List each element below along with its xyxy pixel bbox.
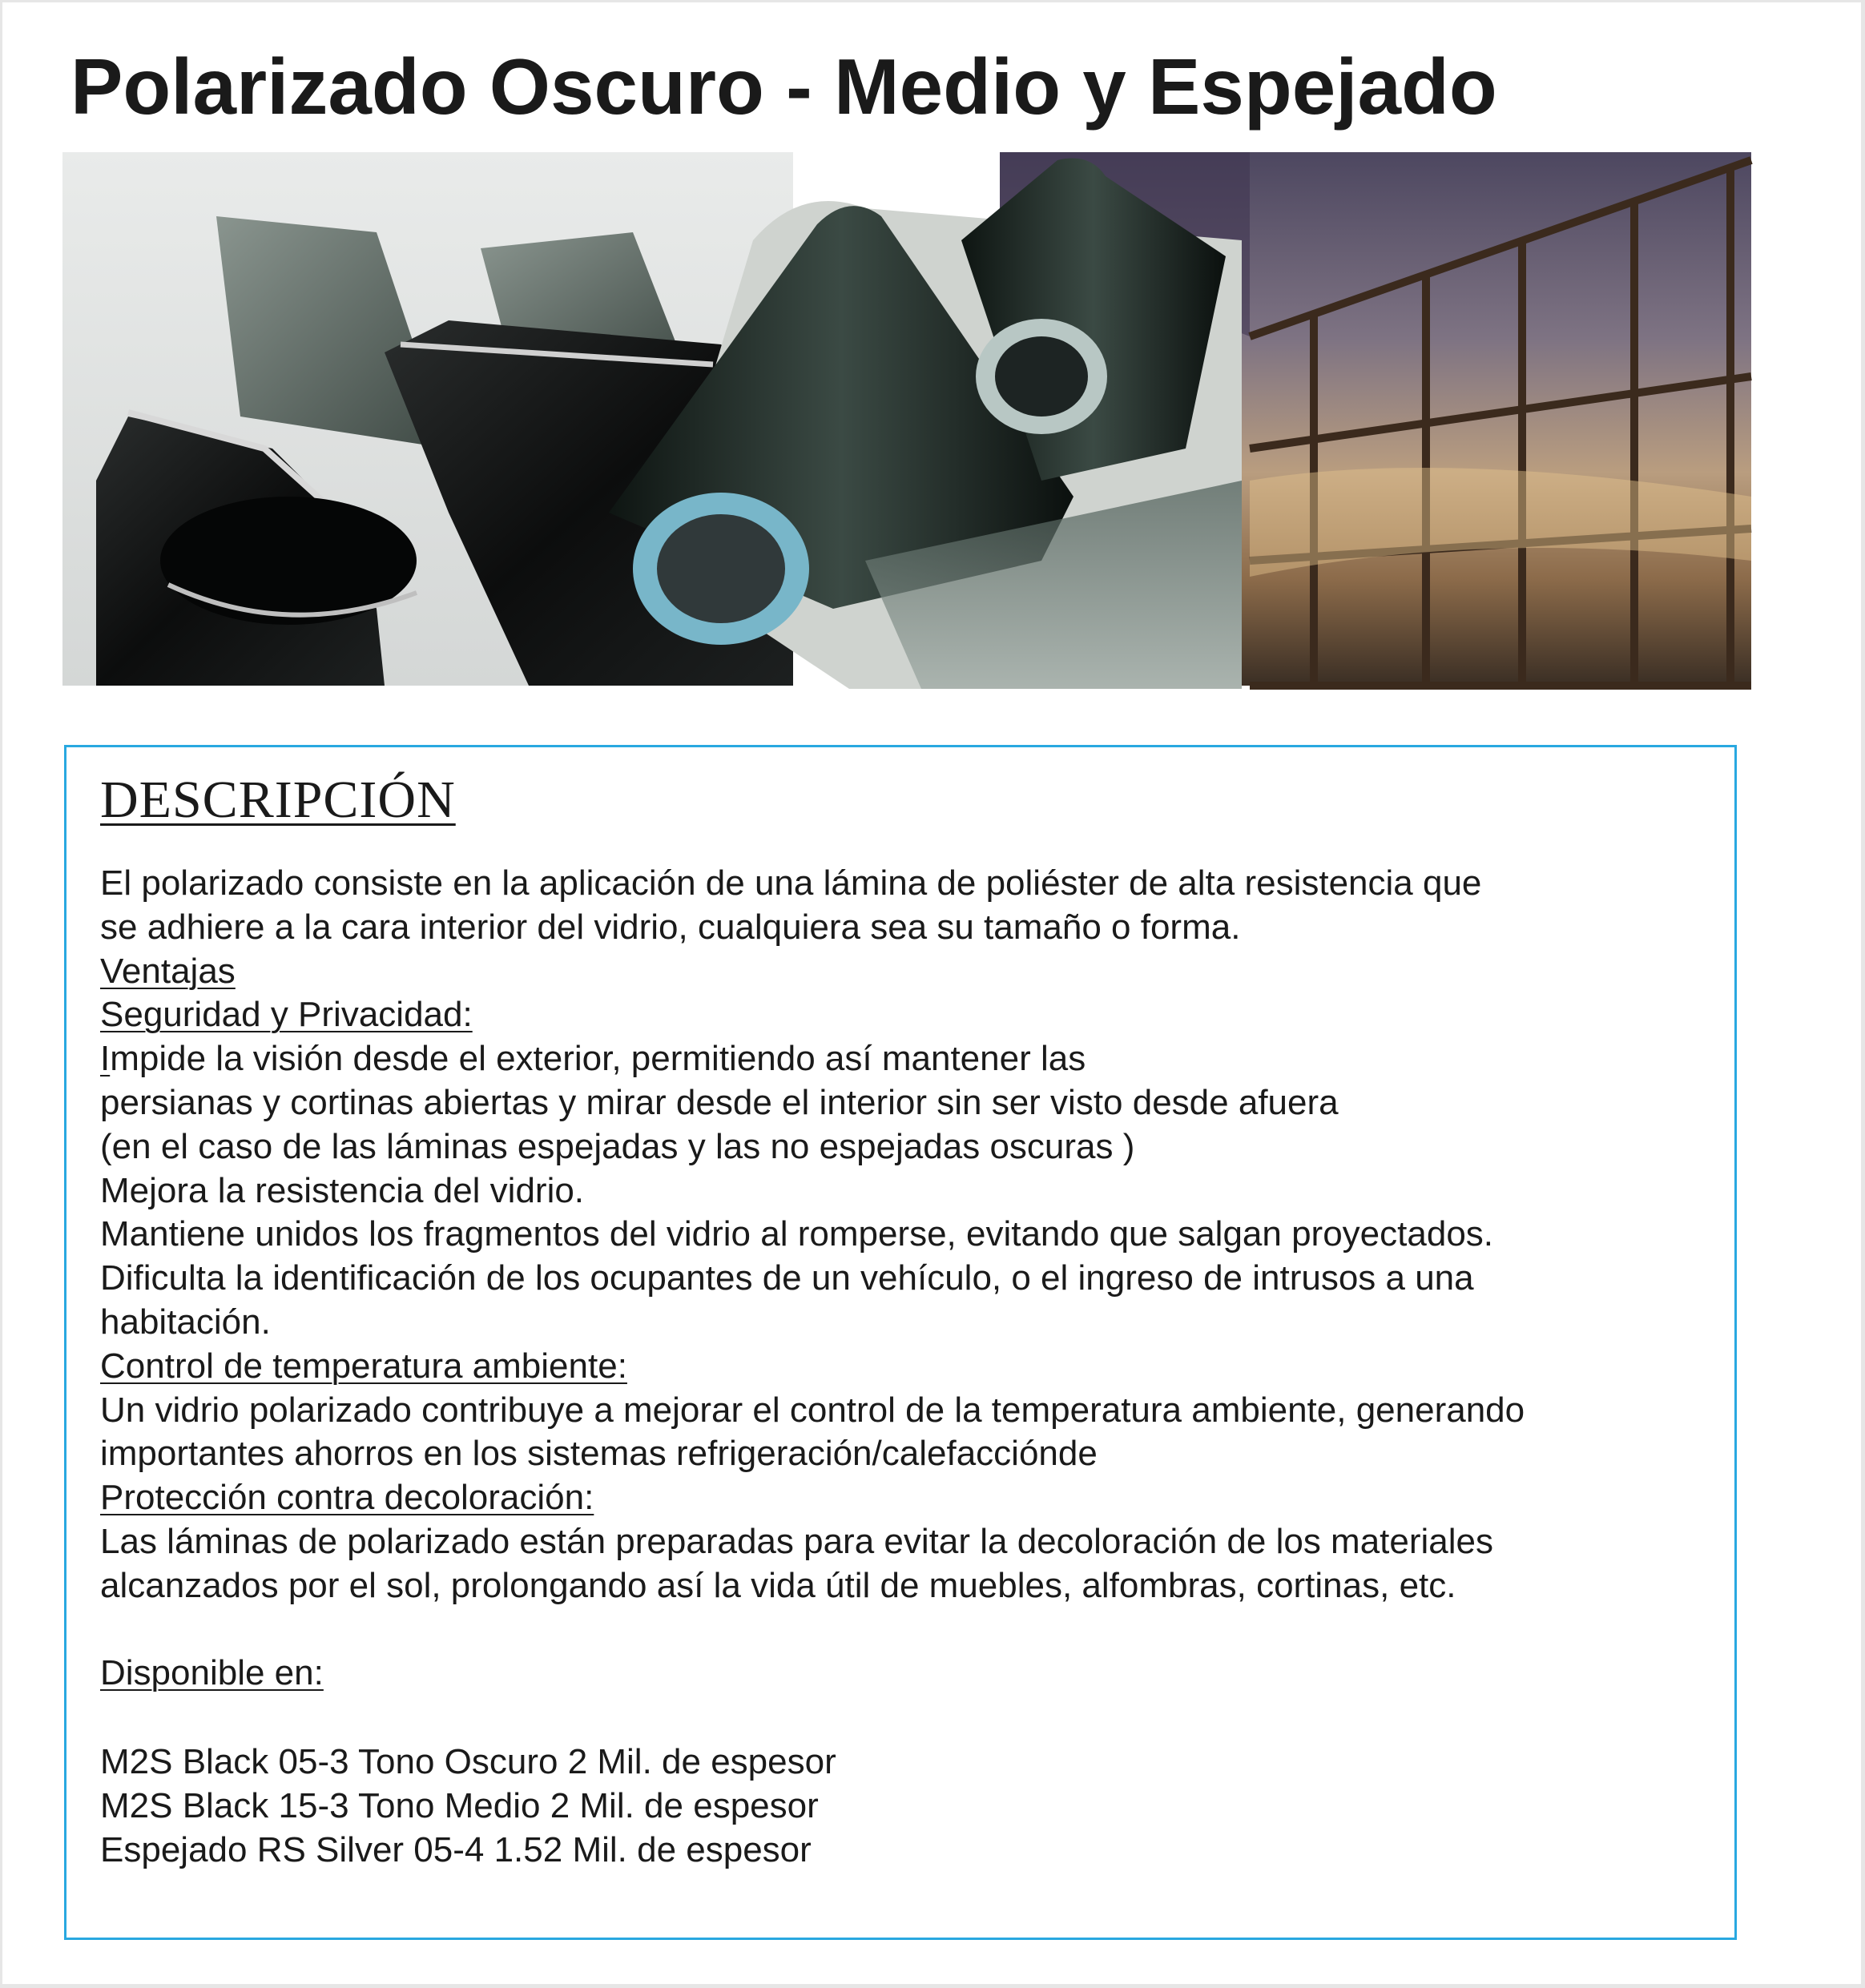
ventajas-label: Ventajas	[100, 951, 236, 991]
seguridad-line: Mejora la resistencia del vidrio.	[100, 1170, 585, 1210]
seguridad-first-rest: mpide la visión desde el exterior, permitiendo así mantener las	[110, 1039, 1086, 1079]
page-title: Polarizado Oscuro - Medio y Espejado	[70, 42, 1497, 131]
temperatura-line: Un vidrio polarizado contribuye a mejorar el control de la temperatura ambiente, generando	[100, 1390, 1525, 1430]
seguridad-line: Mantiene unidos los fragmentos del vidrio al romperse, evitando que salgan proyectados.	[100, 1214, 1494, 1254]
seguridad-line: habitación.	[100, 1302, 271, 1342]
description-body	[100, 862, 1702, 1873]
decoloracion-label: Protección contra decoloración:	[100, 1478, 594, 1518]
seguridad-line: persianas y cortinas abiertas y mirar desde el interior sin ser visto desde afuera	[100, 1082, 1339, 1122]
temperatura-label: Control de temperatura ambiente:	[100, 1346, 627, 1386]
intro-line: El polarizado consiste en la aplicación de una lámina de poliéster de alta resistencia que	[100, 863, 1482, 903]
spacer	[100, 1608, 1702, 1652]
temperatura-line: importantes ahorros en los sistemas refrigeración/calefacciónde	[100, 1434, 1098, 1474]
description-heading: DESCRIPCIÓN	[100, 771, 456, 829]
product-item: Espejado RS Silver 05-4 1.52 Mil. de espesor	[100, 1829, 812, 1869]
product-item: M2S Black 05-3 Tono Oscuro 2 Mil. de espesor	[100, 1742, 836, 1782]
seguridad-first-letter: I	[100, 1039, 111, 1079]
intro-line: se adhiere a la cara interior del vidrio, cualquiera sea su tamaño o forma.	[100, 907, 1241, 947]
decoloracion-line: alcanzados por el sol, prolongando así la vida útil de muebles, alfombras, cortinas, etc.	[100, 1565, 1456, 1605]
product-item: M2S Black 15-3 Tono Medio 2 Mil. de espesor	[100, 1785, 819, 1825]
description-box	[64, 745, 1737, 1940]
hero-image	[0, 0, 1865, 721]
seguridad-line: Dificulta la identificación de los ocupantes de un vehículo, o el ingreso de intrusos a una	[100, 1258, 1474, 1298]
disponible-label: Disponible en:	[100, 1653, 324, 1693]
seguridad-line	[100, 1037, 1702, 1081]
decoloracion-line: Las láminas de polarizado están preparadas para evitar la decoloración de los materiales	[100, 1521, 1494, 1561]
spacer	[100, 1696, 1702, 1741]
seguridad-label: Seguridad y Privacidad:	[100, 995, 473, 1035]
seguridad-line: (en el caso de las láminas espejadas y las no espejadas oscuras )	[100, 1126, 1135, 1166]
